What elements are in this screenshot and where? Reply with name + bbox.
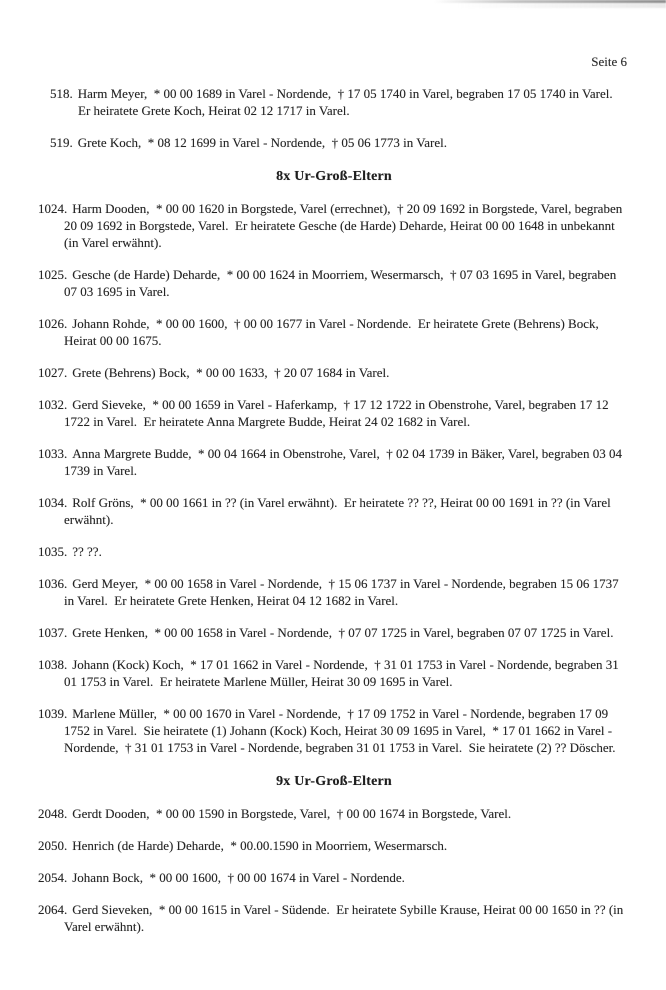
scan-edge-artifact-soft — [456, 3, 666, 8]
ancestor-entry — [50, 134, 630, 151]
entry-number: 2048. — [38, 806, 68, 821]
entry-text: Grete (Behrens) Bock, * 00 00 1633, † 20 07 1684 in Varel. — [72, 365, 390, 380]
entry-text: Gerd Meyer, * 00 00 1658 in Varel - Nordende, † 15 06 1737 in Varel - Nordende, begraben 15 06 1737 in Varel. Er heiratete Grete Henken, Heirat 04 12 1682 in Varel. — [64, 576, 622, 608]
entry-number: 1025. — [38, 267, 68, 282]
ancestor-entry — [38, 364, 630, 381]
ancestor-entry — [38, 575, 630, 609]
section-heading: 8x Ur-Groß-Eltern — [276, 169, 392, 184]
entry-text: Harm Dooden, * 00 00 1620 in Borgstede, Varel (errechnet), † 20 09 1692 in Borgstede, Varel, begraben 20 09 1692 in Borgstede, Varel. Er heiratete Gesche (de Harde) Deharde, Heirat 00 00 1648 in unbekannt (in Varel erwähnt). — [64, 201, 626, 250]
entry-text: Gesche (de Harde) Deharde, * 00 00 1624 in Moorriem, Wesermarsch, † 07 03 1695 in Varel, begraben 07 03 1695 in Varel. — [64, 267, 620, 299]
entry-number: 2054. — [38, 870, 68, 885]
section-heading: 9x Ur-Groß-Eltern — [276, 774, 392, 789]
entry-number: 1027. — [38, 365, 68, 380]
entry-text: Gerd Sieveken, * 00 00 1615 in Varel - Südende. Er heiratete Sybille Krause, Heirat 00 00 1650 in ?? (in Varel erwähnt). — [64, 902, 627, 934]
entry-number: 1033. — [38, 446, 68, 461]
ancestor-entry — [38, 805, 630, 822]
entry-number: 1032. — [38, 397, 68, 412]
entry-text: Gerdt Dooden, * 00 00 1590 in Borgstede, Varel, † 00 00 1674 in Borgstede, Varel. — [72, 806, 512, 821]
page-number-label: Seite 6 — [591, 54, 627, 69]
entry-number: 1037. — [38, 625, 68, 640]
ancestor-entry — [38, 445, 630, 479]
entry-text: Johann Rohde, * 00 00 1600, † 00 00 1677 in Varel - Nordende. Er heiratete Grete (Behrens) Bock, Heirat 00 00 1675. — [64, 316, 602, 348]
entry-number: 1036. — [38, 576, 68, 591]
entry-number: 519. — [50, 135, 73, 150]
ancestor-entry — [38, 200, 630, 251]
entry-text: Johann Bock, * 00 00 1600, † 00 00 1674 in Varel - Nordende. — [72, 870, 405, 885]
entry-number: 1035. — [38, 544, 68, 559]
ancestor-entry — [38, 656, 630, 690]
entry-text: ?? ??. — [72, 544, 102, 559]
entry-number: 518. — [50, 86, 73, 101]
entry-text: Johann (Kock) Koch, * 17 01 1662 in Varel - Nordende, † 31 01 1753 in Varel - Nordende, begraben 31 01 1753 in Varel. Er heiratete Marlene Müller, Heirat 30 09 1695 in Varel. — [64, 657, 622, 689]
entry-text: Grete Koch, * 08 12 1699 in Varel - Nordende, † 05 06 1773 in Varel. — [77, 135, 447, 150]
ancestor-entry — [38, 869, 630, 886]
ancestor-entry — [38, 494, 630, 528]
entry-number: 1026. — [38, 316, 68, 331]
ancestor-entry — [38, 396, 630, 430]
ancestor-entry — [38, 837, 630, 854]
entry-text: Anna Margrete Budde, * 00 04 1664 in Obenstrohe, Varel, † 02 04 1739 in Bäker, Varel, begraben 03 04 1739 in Varel. — [64, 446, 626, 478]
entry-number: 1034. — [38, 495, 68, 510]
entry-text: Henrich (de Harde) Deharde, * 00.00.1590 in Moorriem, Wesermarsch. — [72, 838, 448, 853]
ancestor-entry — [50, 85, 630, 119]
ancestor-entry — [38, 624, 630, 641]
ancestor-entry — [38, 901, 630, 935]
entry-text: Grete Henken, * 00 00 1658 in Varel - Nordende, † 07 07 1725 in Varel, begraben 07 07 1725 in Varel. — [72, 625, 614, 640]
entry-number: 1024. — [38, 201, 68, 216]
ancestor-entry — [38, 315, 630, 349]
entry-number: 1038. — [38, 657, 68, 672]
ancestor-entry — [38, 543, 630, 560]
entry-number: 2050. — [38, 838, 68, 853]
entry-number: 1039. — [38, 706, 68, 721]
entry-text: Gerd Sieveke, * 00 00 1659 in Varel - Haferkamp, † 17 12 1722 in Obenstrohe, Varel, begraben 17 12 1722 in Varel. Er heiratete Anna Margrete Budde, Heirat 24 02 1682 in Varel. — [64, 397, 612, 429]
entry-text: Marlene Müller, * 00 00 1670 in Varel - Nordende, † 17 09 1752 in Varel - Nordende, begraben 17 09 1752 in Varel. Sie heiratete (1) Johann (Kock) Koch, Heirat 30 09 1695 in Varel, * 17 01 1662 in Varel - Nordende, † 31 01 1753 in Varel - Nordende, begraben 31 01 1753 in Varel. Sie heiratete (2) ?? Döscher. — [64, 706, 616, 755]
entry-text: Rolf Gröns, * 00 00 1661 in ?? (in Varel erwähnt). Er heiratete ?? ??, Heirat 00 00 1691 in ?? (in Varel erwähnt). — [64, 495, 614, 527]
ancestor-entry — [38, 266, 630, 300]
entry-number: 2064. — [38, 902, 68, 917]
ancestor-entry — [38, 705, 630, 756]
entry-text: Harm Meyer, * 00 00 1689 in Varel - Nordende, † 17 05 1740 in Varel, begraben 17 05 1740 in Varel. Er heiratete Grete Koch, Heirat 02 12 1717 in Varel. — [77, 86, 620, 118]
